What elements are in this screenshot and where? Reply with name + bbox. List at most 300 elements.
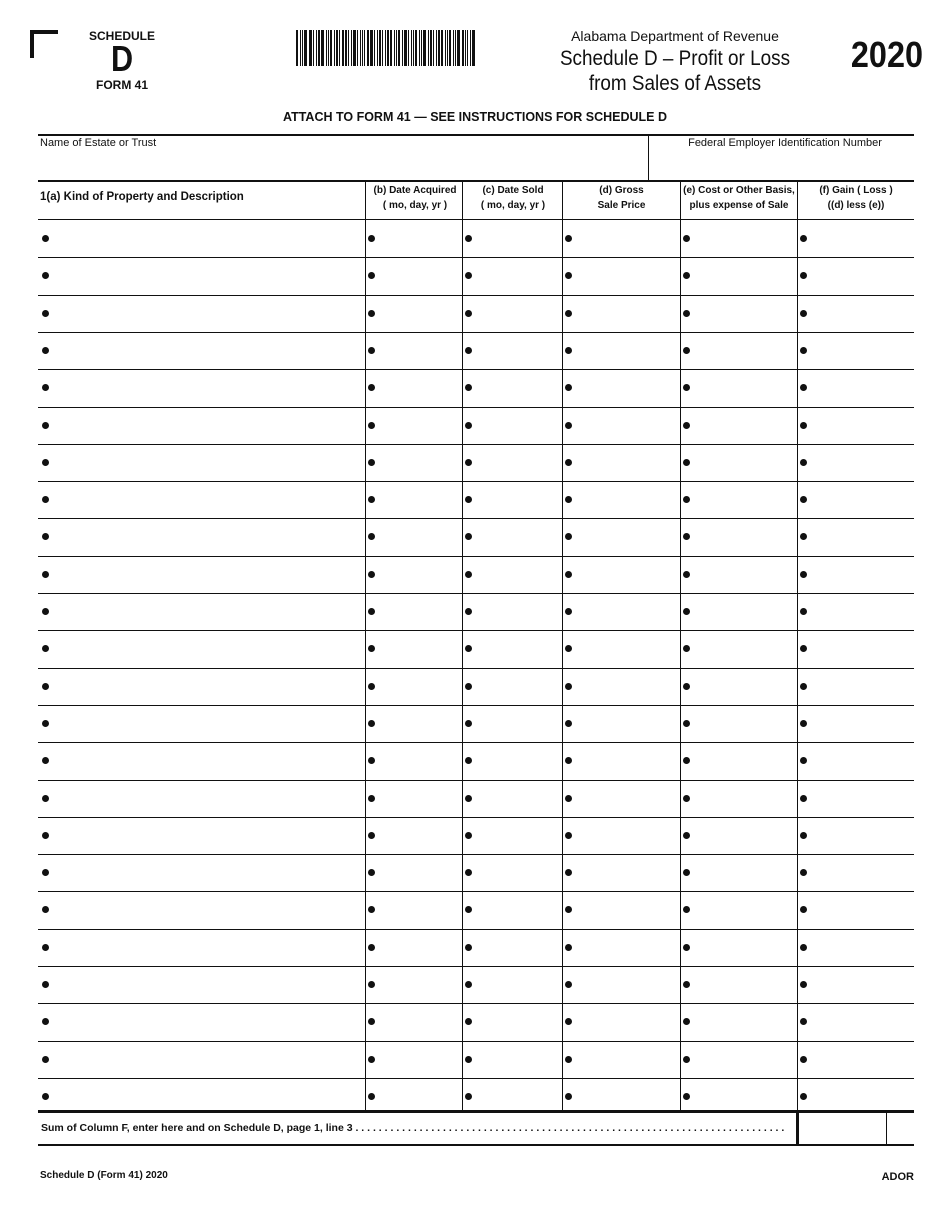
cell-f[interactable] [797,929,914,966]
bullet-icon [465,459,472,466]
bullet-icon [800,384,807,391]
bullet-icon [465,272,472,279]
bullet-icon [800,459,807,466]
cell-b[interactable] [365,668,462,705]
bullet-icon [683,459,690,466]
cell-a[interactable] [38,891,365,928]
bullet-icon [42,683,49,690]
page-title-line2: from Sales of Assets [588,72,762,95]
cell-e[interactable] [680,668,797,705]
bullet-icon [800,571,807,578]
cell-e[interactable] [680,444,797,481]
bullet-icon [368,1093,375,1100]
cell-a[interactable] [38,630,365,667]
bullet-icon [42,1056,49,1063]
barcode-bar [302,30,303,66]
bullet-icon [683,645,690,652]
barcode-bar [455,30,456,66]
cell-b[interactable] [365,966,462,1003]
barcode-bar [413,30,415,66]
cell-c[interactable] [462,481,562,518]
bullet-icon [565,533,572,540]
cell-a[interactable] [38,966,365,1003]
bullet-icon [42,422,49,429]
bullet-icon [800,608,807,615]
barcode-bar [310,30,312,66]
cell-a[interactable] [38,220,365,257]
bullet-icon [368,496,375,503]
barcode-bar [382,30,383,66]
barcode-bar [360,30,361,66]
bullet-icon [368,347,375,354]
cell-c[interactable] [462,966,562,1003]
schedule-letter: D [110,38,134,79]
bullet-icon [368,869,375,876]
barcode-bar [318,30,320,66]
barcode-bar [467,30,469,66]
bullet-icon [800,757,807,764]
cell-a[interactable] [38,854,365,891]
cell-f[interactable] [797,668,914,705]
cell-b[interactable] [365,220,462,257]
bullet-icon [42,272,49,279]
bullet-icon [368,1056,375,1063]
cell-e[interactable] [680,257,797,294]
cell-e[interactable] [680,332,797,369]
cell-f[interactable] [797,742,914,779]
cell-e[interactable] [680,369,797,406]
cell-b[interactable] [365,369,462,406]
cell-f[interactable] [797,630,914,667]
cell-f[interactable] [797,556,914,593]
cell-b[interactable] [365,630,462,667]
cell-d[interactable] [562,369,680,406]
bullet-icon [683,235,690,242]
cell-b[interactable] [365,332,462,369]
bullet-icon [368,944,375,951]
bullet-icon [565,757,572,764]
cell-d[interactable] [562,332,680,369]
cell-f[interactable] [797,332,914,369]
cell-e[interactable] [680,1003,797,1040]
cell-a[interactable] [38,295,365,332]
barcode-bar [321,30,324,66]
cell-c[interactable] [462,705,562,742]
cell-e[interactable] [680,742,797,779]
bullet-icon [683,272,690,279]
bullet-icon [800,1093,807,1100]
cell-a[interactable] [38,481,365,518]
cell-f[interactable] [797,407,914,444]
bullet-icon [565,720,572,727]
barcode-bar [415,30,417,66]
bullet-icon [42,347,49,354]
barcode-bar [390,30,392,66]
cell-c[interactable] [462,220,562,257]
cell-f[interactable] [797,257,914,294]
cell-a[interactable] [38,257,365,294]
bullet-icon [465,1093,472,1100]
cell-b[interactable] [365,1003,462,1040]
bullet-icon [565,347,572,354]
bullet-icon [465,533,472,540]
cell-d[interactable] [562,705,680,742]
cell-a[interactable] [38,780,365,817]
cell-b[interactable] [365,817,462,854]
bullet-icon [800,235,807,242]
cell-d[interactable] [562,1041,680,1078]
bullet-icon [465,645,472,652]
barcode-bar [334,30,335,66]
bullet-icon [368,683,375,690]
cell-e[interactable] [680,593,797,630]
bullet-icon [683,1093,690,1100]
cell-a[interactable] [38,518,365,555]
cell-c[interactable] [462,332,562,369]
cell-b[interactable] [365,257,462,294]
cell-e[interactable] [680,407,797,444]
bullet-icon [465,384,472,391]
cell-f[interactable] [797,966,914,1003]
cell-b[interactable] [365,705,462,742]
bullet-icon [368,533,375,540]
barcode-bar [465,30,466,66]
cell-b[interactable] [365,295,462,332]
bullet-icon [42,1018,49,1025]
cell-a[interactable] [38,668,365,705]
cell-e[interactable] [680,966,797,1003]
bullet-icon [565,944,572,951]
cell-b[interactable] [365,518,462,555]
cell-b[interactable] [365,780,462,817]
cell-d[interactable] [562,780,680,817]
barcode-bar [304,30,307,66]
bullet-icon [42,906,49,913]
bullet-icon [368,757,375,764]
cell-c[interactable] [462,369,562,406]
bullet-icon [800,422,807,429]
bullet-icon [42,757,49,764]
barcode-bar [387,30,390,66]
bullet-icon [368,272,375,279]
cell-c[interactable] [462,630,562,667]
barcode-bar [430,30,432,66]
cell-e[interactable] [680,481,797,518]
bullet-icon [465,1056,472,1063]
cell-a[interactable] [38,444,365,481]
cell-b[interactable] [365,556,462,593]
name-of-estate-field[interactable] [40,152,640,176]
cell-e[interactable] [680,518,797,555]
cell-f[interactable] [797,854,914,891]
cell-c[interactable] [462,295,562,332]
barcode-bar [309,30,310,66]
cell-d[interactable] [562,407,680,444]
cell-f[interactable] [797,1003,914,1040]
cell-d[interactable] [562,444,680,481]
cell-c[interactable] [462,929,562,966]
cell-b[interactable] [365,742,462,779]
bullet-icon [42,496,49,503]
bullet-icon [683,944,690,951]
bullet-icon [565,422,572,429]
bullet-icon [683,683,690,690]
cell-c[interactable] [462,556,562,593]
cell-f[interactable] [797,1041,914,1078]
bullet-icon [683,981,690,988]
bullet-icon [42,645,49,652]
bullet-icon [465,757,472,764]
barcode-bar [457,30,460,66]
bullet-icon [465,869,472,876]
bullet-icon [42,459,49,466]
cell-e[interactable] [680,1041,797,1078]
cell-d[interactable] [562,257,680,294]
barcode-bar [342,30,344,66]
cell-a[interactable] [38,556,365,593]
bullet-icon [565,571,572,578]
bullet-icon [800,272,807,279]
bullet-icon [800,533,807,540]
cell-c[interactable] [462,407,562,444]
cell-e[interactable] [680,630,797,667]
cell-d[interactable] [562,295,680,332]
barcode-bar [411,30,412,66]
bullet-icon [368,795,375,802]
cell-d[interactable] [562,966,680,1003]
cell-d[interactable] [562,481,680,518]
cell-a[interactable] [38,705,365,742]
barcode-bar [362,30,364,66]
barcode-bar [357,30,358,66]
cell-e[interactable] [680,929,797,966]
barcode-bar [472,30,475,66]
fein-field[interactable] [660,152,910,176]
barcode-bar [353,30,356,66]
barcode-bar [449,30,451,66]
cell-c[interactable] [462,593,562,630]
barcode-bar [398,30,400,66]
cell-e[interactable] [680,705,797,742]
bullet-icon [683,608,690,615]
bullet-icon [565,310,572,317]
bullet-icon [465,310,472,317]
cell-e[interactable] [680,556,797,593]
barcode-bar [421,30,422,66]
cell-b[interactable] [365,444,462,481]
barcode-bar [377,30,378,66]
cell-d[interactable] [562,593,680,630]
bullet-icon [42,720,49,727]
bullet-icon [368,310,375,317]
bullet-icon [42,235,49,242]
cell-b[interactable] [365,593,462,630]
divider [38,134,914,136]
barcode-bar [441,30,444,66]
barcode-bar [345,30,347,66]
barcode-bar [339,30,340,66]
bullet-icon [565,459,572,466]
bullet-icon [42,869,49,876]
cell-a[interactable] [38,1041,365,1078]
bullet-icon [465,683,472,690]
barcode-bar [396,30,397,66]
cell-e[interactable] [680,854,797,891]
barcode-bar [462,30,464,66]
column-header-a: 1(a) Kind of Property and Description [40,191,244,203]
cell-f[interactable] [797,444,914,481]
cell-a[interactable] [38,929,365,966]
cell-e[interactable] [680,891,797,928]
barcode-bar [438,30,440,66]
cell-a[interactable] [38,332,365,369]
barcode-bar [296,30,298,66]
barcode-bar [379,30,381,66]
bullet-icon [465,944,472,951]
cell-a[interactable] [38,742,365,779]
cell-d[interactable] [562,742,680,779]
cell-e[interactable] [680,295,797,332]
cell-c[interactable] [462,444,562,481]
cell-a[interactable] [38,593,365,630]
cell-d[interactable] [562,556,680,593]
cell-e[interactable] [680,780,797,817]
bullet-icon [565,795,572,802]
cell-c[interactable] [462,854,562,891]
barcode-bar [423,30,426,66]
divider [796,1110,799,1145]
bullet-icon [565,1056,572,1063]
bullet-icon [565,235,572,242]
bullet-icon [368,832,375,839]
bullet-icon [42,981,49,988]
bullet-icon [368,571,375,578]
barcode-bar [408,30,409,66]
footer-agency: ADOR [881,1171,914,1183]
bullet-icon [683,422,690,429]
bullet-icon [800,720,807,727]
cell-d[interactable] [562,518,680,555]
barcode-bar [348,30,349,66]
barcode-bar [367,30,369,66]
cell-c[interactable] [462,257,562,294]
cell-d[interactable] [562,668,680,705]
bullet-icon [368,608,375,615]
bullet-icon [683,496,690,503]
cell-a[interactable] [38,369,365,406]
bullet-icon [683,757,690,764]
bullet-icon [465,235,472,242]
bullet-icon [465,720,472,727]
cell-d[interactable] [562,630,680,667]
bullet-icon [800,310,807,317]
cell-f[interactable] [797,705,914,742]
bullet-icon [368,981,375,988]
barcode-bar [326,30,327,66]
cell-f[interactable] [797,593,914,630]
cell-f[interactable] [797,518,914,555]
barcode-bar [419,30,420,66]
cell-c[interactable] [462,742,562,779]
cell-a[interactable] [38,817,365,854]
cell-c[interactable] [462,891,562,928]
cell-c[interactable] [462,780,562,817]
cell-d[interactable] [562,220,680,257]
cell-c[interactable] [462,668,562,705]
bullet-icon [683,720,690,727]
bullet-icon [800,683,807,690]
cell-d[interactable] [562,929,680,966]
bullet-icon [42,1093,49,1100]
barcode-bar [328,30,329,66]
cell-c[interactable] [462,1003,562,1040]
cell-b[interactable] [365,481,462,518]
cell-f[interactable] [797,481,914,518]
cell-b[interactable] [365,854,462,891]
cell-b[interactable] [365,407,462,444]
cell-c[interactable] [462,518,562,555]
cell-a[interactable] [38,407,365,444]
cell-a[interactable] [38,1003,365,1040]
barcode-bar [351,30,352,66]
cell-d[interactable] [562,817,680,854]
cell-c[interactable] [462,1041,562,1078]
cell-f[interactable] [797,891,914,928]
bullet-icon [465,608,472,615]
cell-f[interactable] [797,295,914,332]
bullet-icon [465,795,472,802]
page-title-line1: Schedule D – Profit or Loss [559,47,791,70]
barcode-bar [385,30,386,66]
bullet-icon [465,347,472,354]
cell-b[interactable] [365,929,462,966]
cell-d[interactable] [562,1003,680,1040]
cell-e[interactable] [680,220,797,257]
sum-column-f-field[interactable] [800,1114,886,1144]
name-of-estate-label: Name of Estate or Trust [40,137,157,149]
cell-b[interactable] [365,891,462,928]
cell-f[interactable] [797,817,914,854]
cell-f[interactable] [797,780,914,817]
bullet-icon [800,1056,807,1063]
fein-label: Federal Employer Identification Number [688,137,882,149]
corner-registration-mark [30,30,58,58]
cell-e[interactable] [680,817,797,854]
cell-d[interactable] [562,854,680,891]
bullet-icon [800,795,807,802]
cell-b[interactable] [365,1041,462,1078]
bullet-icon [42,533,49,540]
bullet-icon [683,310,690,317]
barcode-bar [433,30,434,66]
barcode-bar [336,30,339,66]
barcode-bar [404,30,407,66]
bullet-icon [465,832,472,839]
bullet-icon [683,1056,690,1063]
cell-f[interactable] [797,220,914,257]
bullet-icon [465,906,472,913]
barcode-bar [394,30,395,66]
cell-f[interactable] [797,369,914,406]
bullet-icon [683,832,690,839]
bullet-icon [368,422,375,429]
bullet-icon [683,795,690,802]
bullet-icon [565,608,572,615]
cell-c[interactable] [462,817,562,854]
bullet-icon [465,422,472,429]
cell-d[interactable] [562,891,680,928]
bullet-icon [42,795,49,802]
